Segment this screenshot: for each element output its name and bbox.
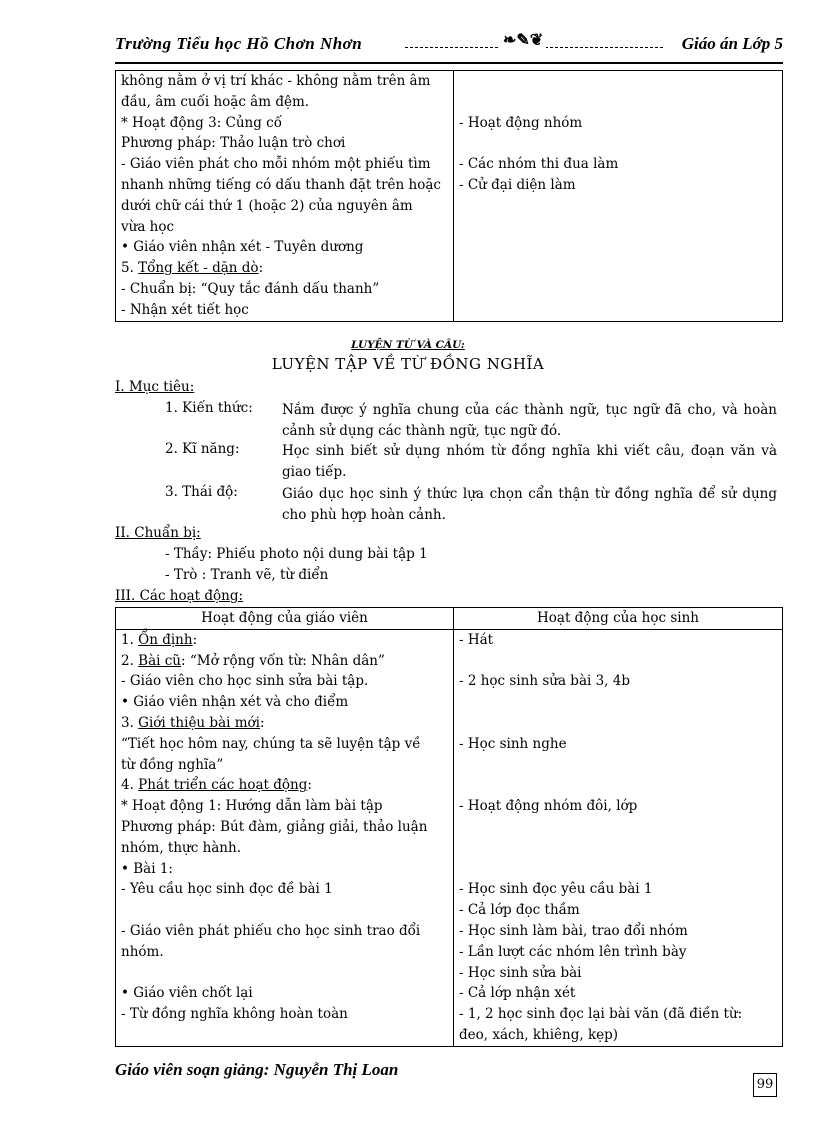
activity-table xyxy=(115,607,783,1047)
subject-label: LUYỆN TỪ VÀ CÂU: xyxy=(351,339,465,351)
text-line xyxy=(459,713,777,734)
text-line: - Từ đồng nghĩa không hoàn toàn xyxy=(121,1006,348,1023)
section-preparation: II. Chuẩn bị: xyxy=(115,525,201,541)
text-line: - Hoạt động nhóm xyxy=(459,114,583,131)
text-line: - Học sinh sửa bài xyxy=(459,964,582,981)
student-column xyxy=(454,629,783,1046)
text-line: • Giáo viên nhận xét - Tuyên dương xyxy=(121,239,364,256)
text-line: - Nhận xét tiết học xyxy=(121,301,249,318)
text-line: từ đồng nghĩa” xyxy=(121,756,224,773)
text-line: - Các nhóm thi đua làm xyxy=(459,156,619,173)
table-row xyxy=(116,629,783,1046)
prep-teacher: - Thầy: Phiếu photo nội dung bài tập 1 xyxy=(165,546,428,562)
text-line: * Hoạt động 3: Củng cố xyxy=(121,114,283,131)
prep-student: - Trò : Tranh vẽ, từ điển xyxy=(165,567,329,583)
grade-label: Giáo án Lớp 5 xyxy=(681,34,783,53)
text-line xyxy=(459,775,777,796)
section-objectives: I. Mục tiêu: xyxy=(115,379,195,395)
text-line: đeo, xách, khiêng, kẹp) xyxy=(459,1026,619,1043)
section-activities: III. Các hoạt động: xyxy=(115,588,244,604)
text-line: - Học sinh làm bài, trao đổi nhóm xyxy=(459,922,688,939)
header-teacher: Hoạt động của giáo viên xyxy=(116,608,454,630)
text-line: - Hát xyxy=(459,631,494,648)
lesson-title: LUYỆN TẬP VỀ TỪ ĐỒNG NGHĨA xyxy=(271,355,545,373)
text-line: - Học sinh nghe xyxy=(459,735,567,752)
text-line: 1. Ổn định: xyxy=(121,631,198,648)
text-line: - Cử đại diện làm xyxy=(459,176,576,193)
text-line: * Hoạt động 1: Hướng dẫn làm bài tập xyxy=(121,798,383,815)
teacher-signature: Giáo viên soạn giảng: Nguyễn Thị Loan xyxy=(115,1060,399,1079)
page-number: 99 xyxy=(753,1073,777,1097)
text-line xyxy=(459,196,777,217)
text-line: - Giáo viên cho học sinh sửa bài tập. xyxy=(121,673,369,690)
objective-skill-text: Học sinh biết sử dụng nhóm từ đồng nghĩa khi viết câu, đoạn văn và giao tiếp. xyxy=(282,443,777,480)
text-line: 3. Giới thiệu bài mới: xyxy=(121,714,265,731)
header-student: Hoạt động của học sinh xyxy=(454,608,783,630)
text-line: 2. Bài cũ: “Mở rộng vốn từ: Nhân dân” xyxy=(121,652,385,669)
text-line: nhóm. xyxy=(121,943,164,960)
objective-attitude-label: 3. Thái độ: xyxy=(165,484,238,500)
header-rule xyxy=(115,62,783,64)
activity-table-continued xyxy=(115,70,783,322)
teacher-column xyxy=(116,629,454,1046)
text-line: đầu, âm cuối hoặc âm đệm. xyxy=(121,93,310,110)
text-line: dưới chữ cái thứ 1 (hoặc 2) của nguyên âm xyxy=(121,197,413,214)
text-line: - Hoạt động nhóm đôi, lớp xyxy=(459,798,638,815)
table-header-row xyxy=(116,608,783,630)
text-line xyxy=(459,71,777,92)
text-line xyxy=(459,300,777,321)
text-line: 5. Tổng kết - dặn dò: xyxy=(121,260,264,277)
text-line: nhanh những tiếng có dấu thanh đặt trên hoặc xyxy=(121,176,441,193)
text-line: - Yêu cầu học sinh đọc đề bài 1 xyxy=(121,881,333,898)
text-line: - 1, 2 học sinh đọc lại bài văn (đã điền từ: xyxy=(459,1006,743,1023)
text-line: - Giáo viên phát phiếu cho học sinh trao đổi xyxy=(121,922,421,939)
text-line: • Giáo viên nhận xét và cho điểm xyxy=(121,694,349,711)
text-line xyxy=(459,838,777,859)
text-line: 4. Phát triển các hoạt động: xyxy=(121,777,312,794)
table-row xyxy=(116,71,783,322)
text-line: - Cả lớp nhận xét xyxy=(459,985,576,1002)
objective-knowledge-label: 1. Kiến thức: xyxy=(165,400,253,416)
text-line xyxy=(459,237,777,258)
text-line: “Tiết học hôm nay, chúng ta sẽ luyện tập về xyxy=(121,735,421,752)
text-line xyxy=(459,651,777,672)
text-line xyxy=(459,755,777,776)
student-column xyxy=(454,71,783,322)
objective-skill-label: 2. Kĩ năng: xyxy=(165,441,240,457)
text-line xyxy=(121,900,448,921)
text-line: nhóm, thực hành. xyxy=(121,839,241,856)
text-line: - 2 học sinh sửa bài 3, 4b xyxy=(459,673,630,690)
text-line xyxy=(459,859,777,880)
objective-attitude-text: Giáo dục học sinh ý thức lựa chọn cẩn thận từ đồng nghĩa để sử dụng cho phù hợp hoàn cảnh. xyxy=(282,486,777,523)
text-line: - Học sinh đọc yêu cầu bài 1 xyxy=(459,881,653,898)
text-line: Phương pháp: Bút đàm, giảng giải, thảo luận xyxy=(121,818,428,835)
text-line xyxy=(459,279,777,300)
text-line: • Bài 1: xyxy=(121,860,173,877)
objective-knowledge-text: Nắm được ý nghĩa chung của các thành ngữ, tục ngữ đã cho, và hoàn cảnh sử dụng các thành ngữ, tục ngữ đó. xyxy=(282,402,777,439)
text-line xyxy=(459,692,777,713)
text-line: - Cả lớp đọc thầm xyxy=(459,902,580,919)
text-line: Phương pháp: Thảo luận trò chơi xyxy=(121,135,346,152)
text-line: - Lần lượt các nhóm lên trình bày xyxy=(459,943,687,960)
text-line: vừa học xyxy=(121,218,175,235)
text-line xyxy=(121,963,448,984)
text-line xyxy=(459,258,777,279)
text-line xyxy=(459,817,777,838)
text-line xyxy=(459,217,777,238)
text-line: không nằm ở vị trí khác - không nằm trên âm xyxy=(121,73,431,89)
text-line: - Giáo viên phát cho mỗi nhóm một phiếu tìm xyxy=(121,156,431,173)
text-line xyxy=(459,92,777,113)
header-ornament-icon: ❧✎❦ xyxy=(500,30,546,49)
text-line: - Chuẩn bị: “Quy tắc đánh dấu thanh” xyxy=(121,280,380,297)
text-line xyxy=(459,133,777,154)
school-name: Trường Tiểu học Hồ Chơn Nhơn xyxy=(115,34,363,53)
text-line: • Giáo viên chốt lại xyxy=(121,985,253,1002)
teacher-column xyxy=(116,71,454,322)
page-header xyxy=(115,32,783,60)
text-line xyxy=(121,1025,448,1046)
